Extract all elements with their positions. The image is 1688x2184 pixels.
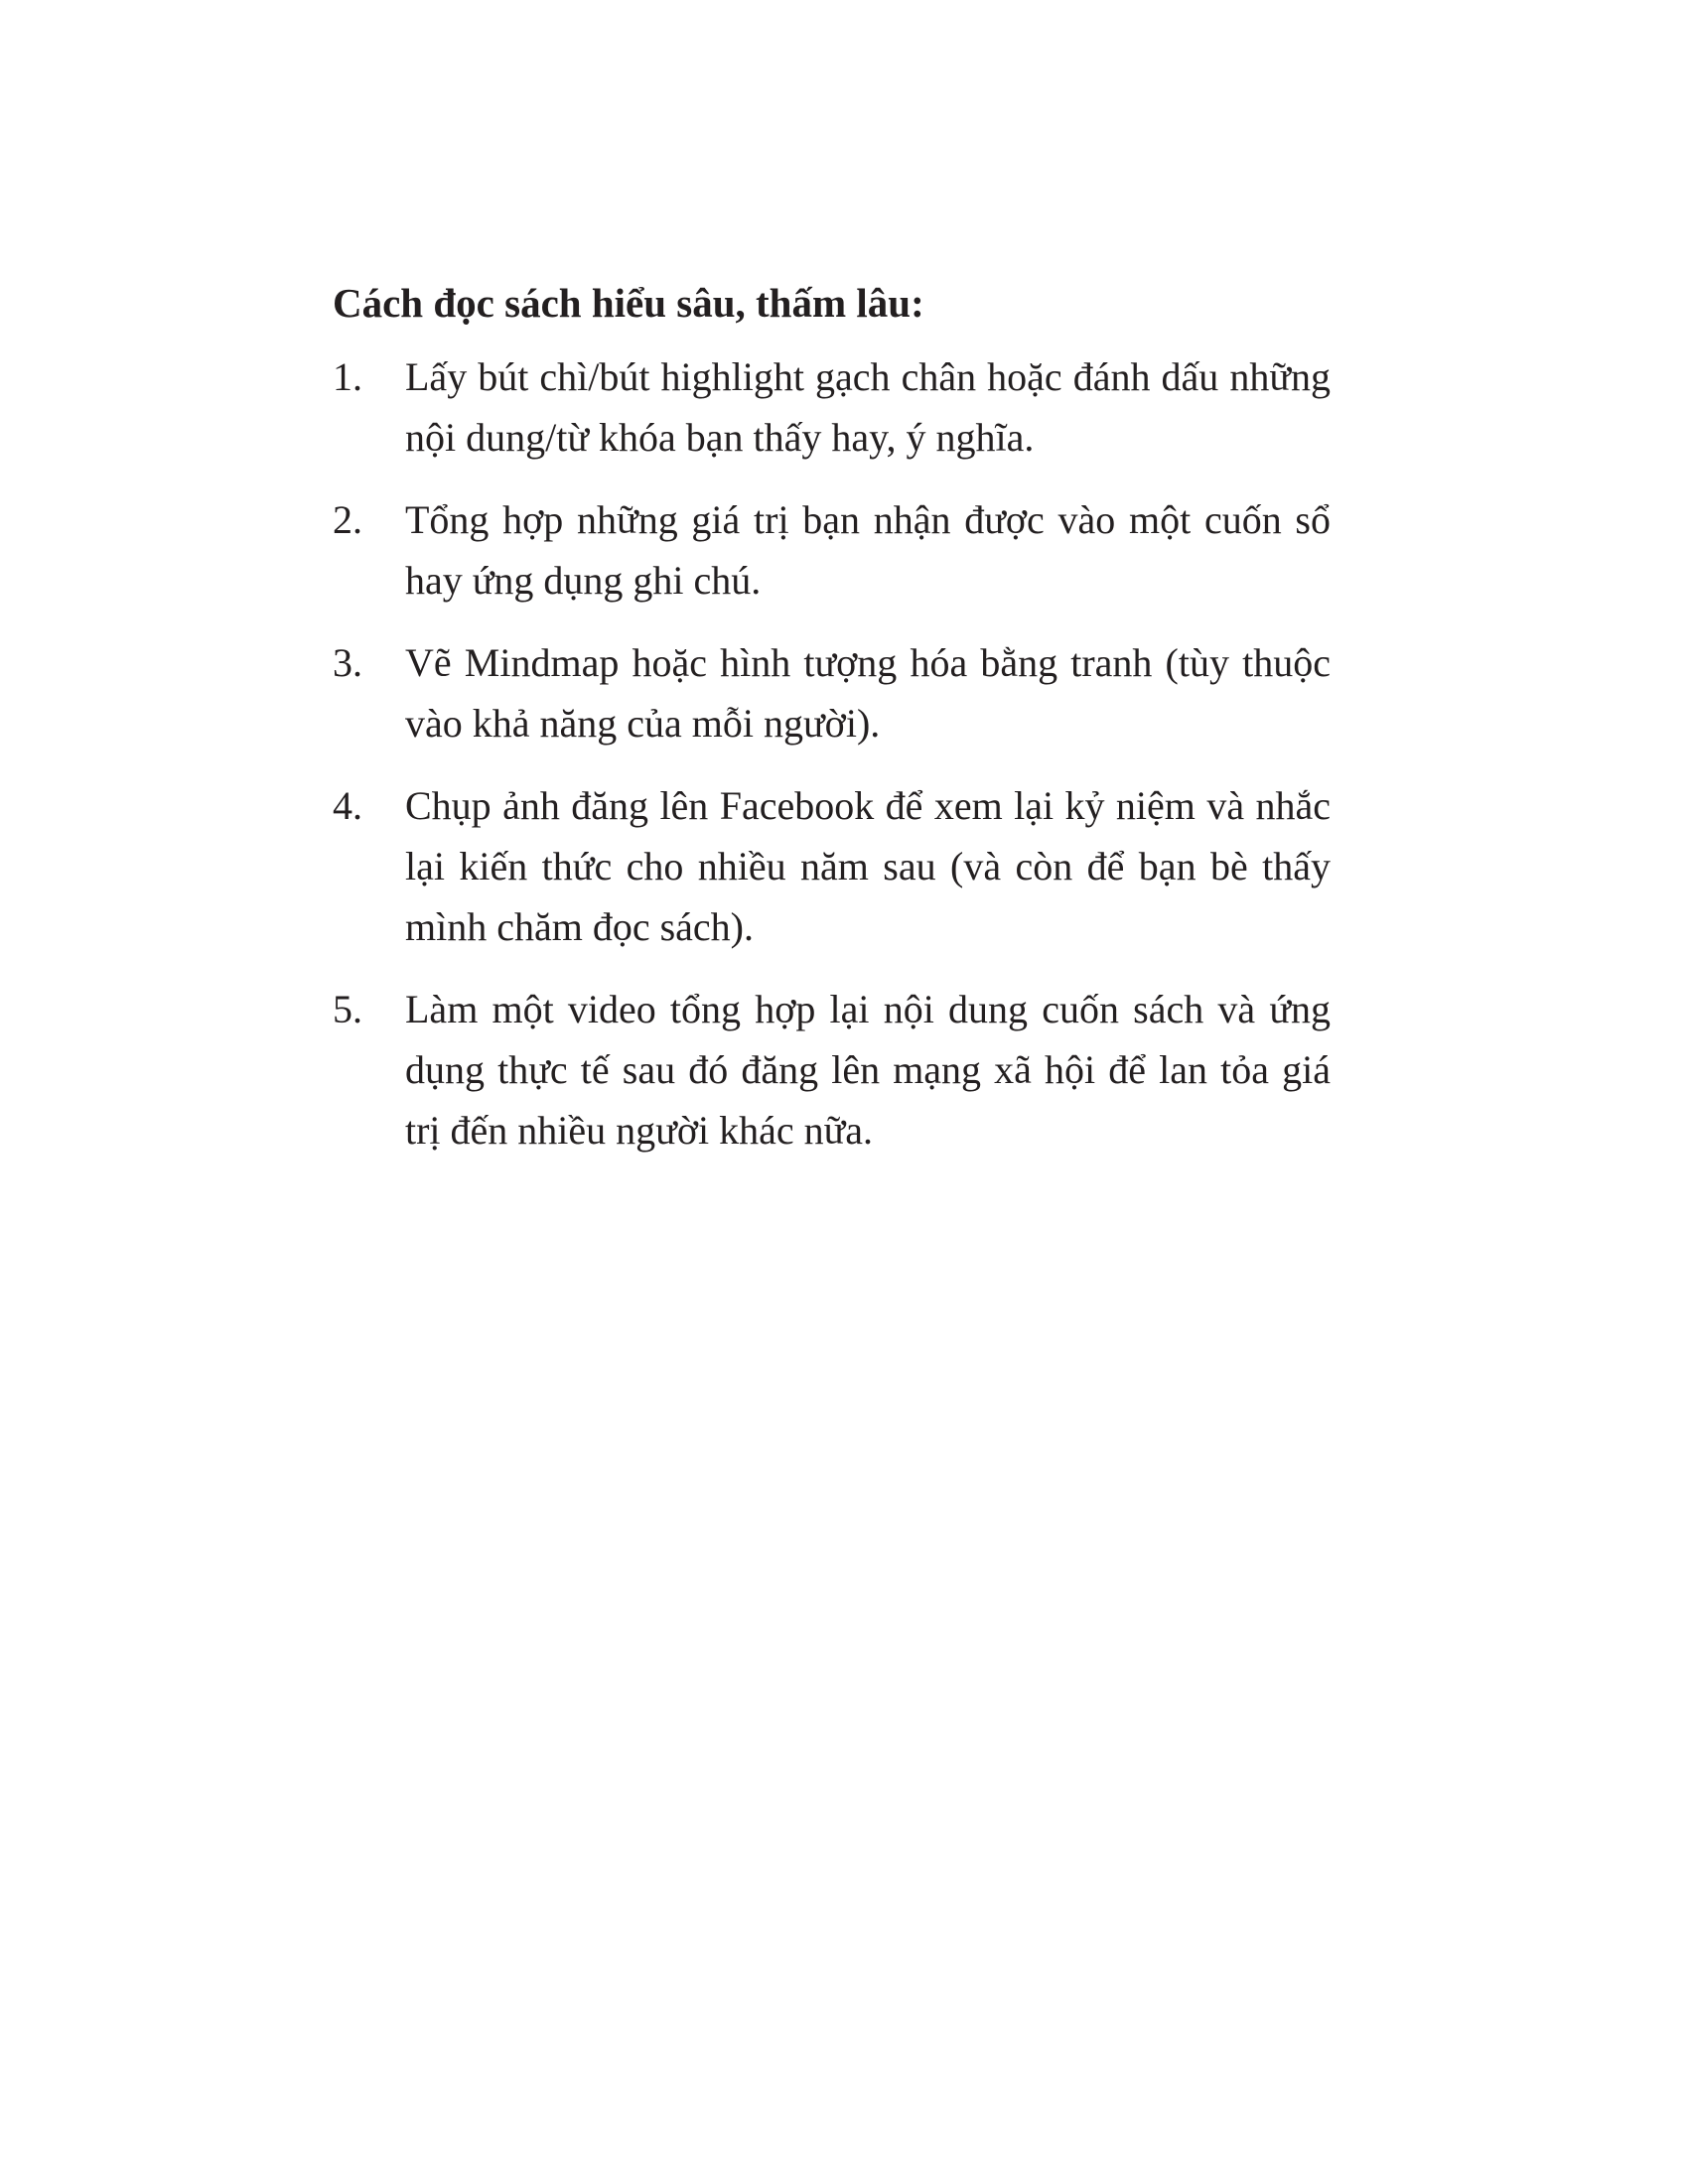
page-content (333, 273, 1331, 1182)
list-item (333, 632, 1331, 753)
list-item-text: Vẽ Mindmap hoặc hình tượng hóa bằng tranh (tùy thuộc vào khả năng của mỗi người). (405, 640, 1331, 746)
list-item-text: Làm một video tổng hợp lại nội dung cuốn sách và ứng dụng thực tế sau đó đăng lên mạng xã hội để lan tỏa giá trị đến nhiều người khác nữa. (405, 987, 1331, 1153)
section-heading: Cách đọc sách hiểu sâu, thấm lâu: (333, 280, 924, 326)
list-item-text: Chụp ảnh đăng lên Facebook để xem lại kỷ niệm và nhắc lại kiến thức cho nhiều năm sau (và còn để bạn bè thấy mình chăm đọc sách). (405, 783, 1331, 949)
list-item-text: Lấy bút chì/bút highlight gạch chân hoặc đánh dấu những nội dung/từ khóa bạn thấy hay, ý nghĩa. (405, 354, 1331, 460)
list-item-number: 2. (333, 497, 362, 542)
list-item (333, 489, 1331, 611)
list-item-number: 3. (333, 640, 362, 685)
list-item-text: Tổng hợp những giá trị bạn nhận được vào một cuốn sổ hay ứng dụng ghi chú. (405, 497, 1331, 603)
list-item (333, 775, 1331, 957)
list-item-number: 4. (333, 783, 362, 828)
list-item (333, 346, 1331, 468)
list-item-number: 5. (333, 987, 362, 1031)
steps-list (333, 346, 1331, 1160)
list-item (333, 979, 1331, 1160)
list-item-number: 1. (333, 354, 362, 399)
